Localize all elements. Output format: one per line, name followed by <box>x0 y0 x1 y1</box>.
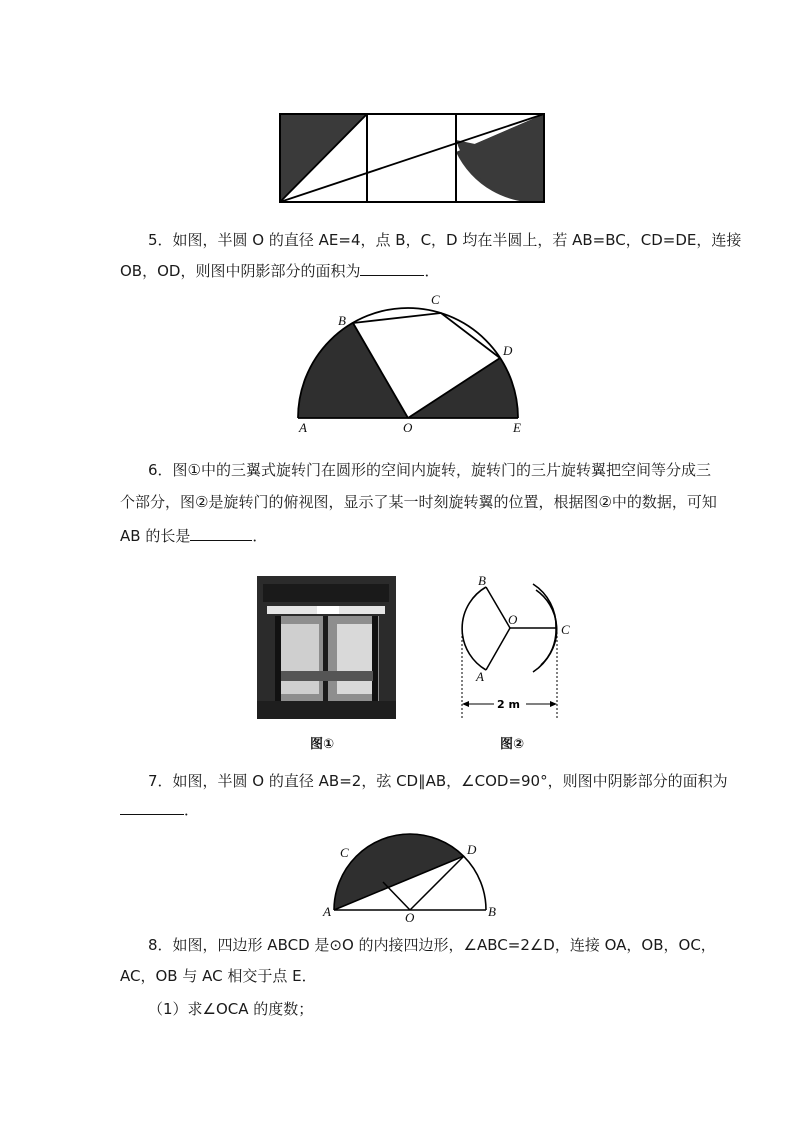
label-o: O <box>403 420 413 435</box>
label-o: O <box>405 910 415 925</box>
label-a: A <box>476 669 484 684</box>
q6-line2: 个部分，图②是旋转门的俯视图，显示了某一时刻旋转翼的位置，根据图②中的数据，可知 <box>120 493 717 511</box>
label-d: D <box>503 343 513 358</box>
fig1-caption: 图① <box>310 737 335 752</box>
q7-line1: 7．如图，半圆 O 的直径 AB=2，弦 CD∥AB，∠COD=90°，则图中阴影部分的面积为 <box>148 772 728 790</box>
label-b: B <box>338 313 346 328</box>
label-b: B <box>478 573 486 588</box>
label-e: E <box>513 420 521 435</box>
label-c: C <box>340 845 349 860</box>
q8-sub1: （1）求∠OCA 的度数； <box>148 1000 314 1018</box>
fig2-caption: 图② <box>500 737 525 752</box>
q8-line1: 8．如图，四边形 ABCD 是⊙O 的内接四边形，∠ABC=2∠D，连接 OA，OB，OC， <box>148 936 716 954</box>
q6-line1: 6．图①中的三翼式旋转门在圆形的空间内旋转，旋转门的三片旋转翼把空间等分成三 <box>148 461 711 479</box>
label-c: C <box>561 622 570 637</box>
label-a: A <box>323 904 331 919</box>
q7-line2: ． <box>120 800 199 820</box>
label-d: D <box>467 842 477 857</box>
label-o: O <box>508 612 518 627</box>
label-c: C <box>431 292 440 307</box>
label-b: B <box>488 904 496 919</box>
q5-line1: 5．如图，半圆 O 的直径 AE=4，点 B，C，D 均在半圆上，若 AB=BC，CD=DE，连接 <box>148 231 742 249</box>
q5-line2: OB，OD，则图中阴影部分的面积为 ． <box>120 262 440 280</box>
label-a: A <box>299 420 307 435</box>
dimension-label: 2 m <box>497 698 520 711</box>
q6-line3: AB 的长是 ． <box>120 527 268 545</box>
q8-line2: AC，OB 与 AC 相交于点 E． <box>120 967 317 985</box>
